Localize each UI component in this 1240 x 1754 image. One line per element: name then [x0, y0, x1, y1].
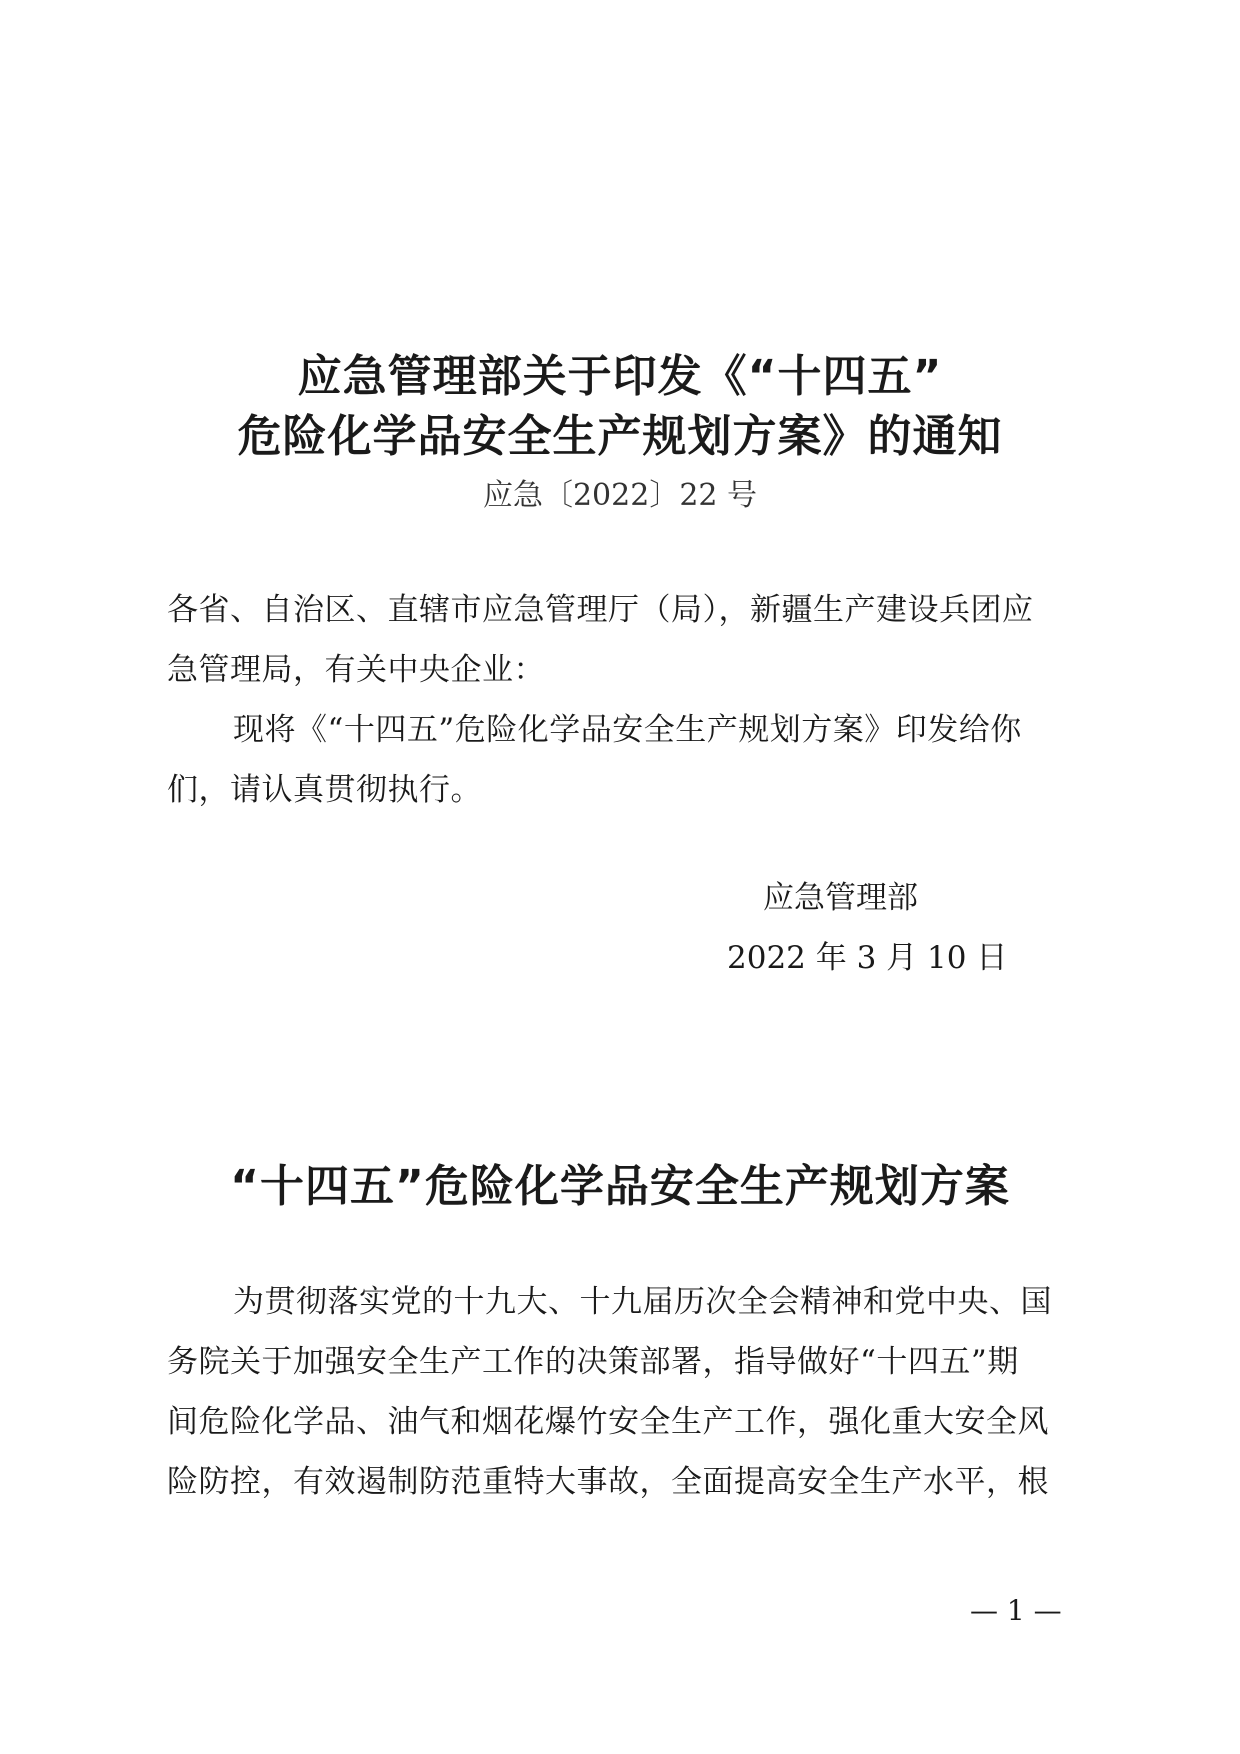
notice-title-line-1: 应急管理部关于印发《“十四五”: [297, 351, 943, 402]
notice-title-line-2: 危险化学品安全生产规划方案》的通知: [237, 411, 1003, 462]
recipients-line-2: 急管理局，有关中央企业：: [167, 652, 545, 688]
plan-paragraph-line-3: 间危险化学品、油气和烟花爆竹安全生产工作，强化重大安全风: [167, 1404, 1049, 1440]
signature-date: 2022 年 3 月 10 日: [727, 940, 1008, 976]
plan-paragraph-line-1: 为贯彻落实党的十九大、十九届历次全会精神和党中央、国: [233, 1284, 1052, 1320]
plan-title: “十四五”危险化学品安全生产规划方案: [230, 1161, 1010, 1212]
plan-paragraph-line-2: 务院关于加强安全生产工作的决策部署，指导做好“十四五”期: [167, 1344, 1019, 1380]
document-number: 应急〔2022〕22 号: [482, 478, 758, 513]
notice-body-line-2: 们，请认真贯彻执行。: [167, 772, 482, 808]
notice-body-line-1: 现将《“十四五”危险化学品安全生产规划方案》印发给你: [233, 712, 1022, 748]
plan-paragraph-line-4: 险防控，有效遏制防范重特大事故，全面提高安全生产水平，根: [167, 1464, 1049, 1500]
page-number: — 1 —: [970, 1594, 1062, 1627]
recipients-line-1: 各省、自治区、直辖市应急管理厅（局），新疆生产建设兵团应: [167, 592, 1034, 628]
signature-organization: 应急管理部: [763, 880, 918, 916]
